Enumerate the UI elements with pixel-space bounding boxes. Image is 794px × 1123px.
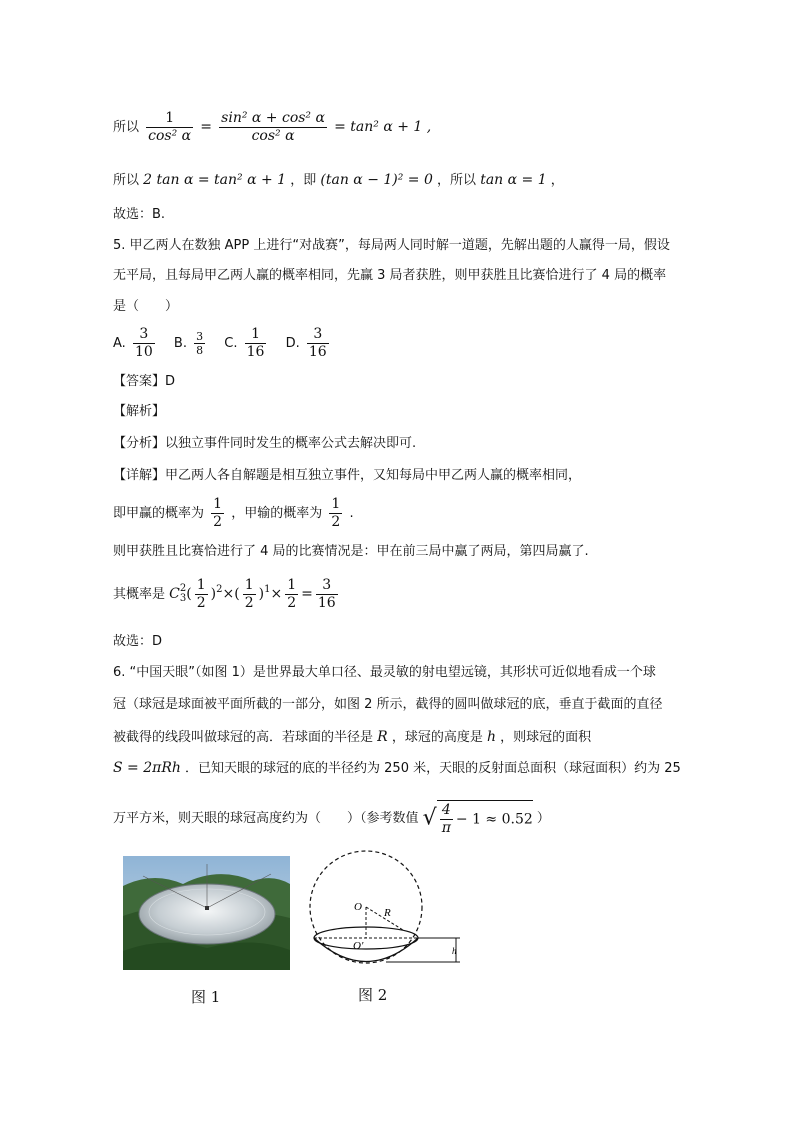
q5-answer: 【答案】D bbox=[113, 374, 176, 389]
eq1-rhs: = tan² α + 1 , bbox=[334, 119, 432, 135]
telescope-photo bbox=[123, 856, 290, 970]
figure-1-caption: 图 1 bbox=[191, 988, 221, 1006]
eq1-num2: sin² α + cos² α bbox=[221, 110, 325, 126]
label-h: h bbox=[452, 946, 457, 956]
q5-calculation: 其概率是 C 2 3 ( $\frac{1}{2}$ )$^2$×( $\frac{1}{2}$ )$^1$× $\frac{1}{2}$ = $\frac{3}{16}$ bbox=[113, 577, 336, 611]
q5-probability-line: 即甲赢的概率为 $\frac{1}{2}$ ，甲输的概率为 $\frac{1}{2}$ . bbox=[113, 496, 354, 530]
label-r: R bbox=[384, 907, 391, 919]
eq1-num1: 1 bbox=[146, 110, 193, 128]
option-a: A. $\frac{3}{10}$ bbox=[113, 326, 153, 360]
half-fraction: $\frac{1}{2}$ bbox=[213, 496, 223, 530]
eq1-den1: cos² α bbox=[148, 128, 192, 144]
q5-situation: 则甲获胜且比赛恰进行了 4 局的比赛情况是：甲在前三局中赢了两局，第四局赢了. bbox=[113, 544, 589, 559]
equation-line-1 bbox=[113, 110, 431, 145]
q6-line-5: 万平方米，则天眼的球冠高度约为（ ）（参考数值 √ $\frac{4}{\pi}$ − 1 ≈ 0.52 ） bbox=[113, 802, 550, 836]
eq2-text-c: ，所以 bbox=[437, 173, 477, 188]
q5-line-3: 是（ ） bbox=[113, 299, 179, 314]
option-c: C. $\frac{1}{16}$ bbox=[224, 326, 265, 360]
q5-analysis-head: 【解析】 bbox=[113, 404, 166, 419]
eq1-fraction-left bbox=[146, 110, 193, 145]
q5-analysis: 【分析】以独立事件同时发生的概率公式去解决即可. bbox=[113, 436, 417, 451]
sqrt-expression: √ $\frac{4}{\pi}$ − 1 ≈ 0.52 bbox=[422, 802, 533, 836]
half-fraction: $\frac{1}{2}$ bbox=[331, 496, 341, 530]
choose-b: 故选：B. bbox=[113, 207, 166, 222]
eq2-math-a: 2 tan α = tan² α + 1 bbox=[143, 172, 287, 188]
label-o: O bbox=[354, 901, 362, 913]
q5-detail: 【详解】甲乙两人各自解题是相互独立事件，又知每局中甲乙两人赢的概率相同， bbox=[113, 468, 582, 483]
eq2-text-b: ，即 bbox=[290, 173, 317, 188]
eq1-equals: = bbox=[200, 119, 213, 135]
eq2-math-c: tan α = 1 bbox=[480, 172, 547, 188]
q5-line-1: 5. 甲乙两人在数独 APP 上进行“对战赛”，每局两人同时解一道题，先解出题的人赢得一局，假设 bbox=[113, 238, 670, 253]
spherical-cap-diagram bbox=[296, 850, 466, 972]
eq1-prefix: 所以 bbox=[113, 120, 140, 135]
eq1-den2: cos² α bbox=[251, 128, 295, 144]
q5-choose: 故选：D bbox=[113, 634, 163, 649]
q5-options bbox=[113, 326, 344, 361]
q5-line-2: 无平局，且每局甲乙两人赢的概率相同，先赢 3 局者获胜，则甲获胜且比赛恰进行了 4 局的概率 bbox=[113, 268, 667, 283]
eq2-text-a: 所以 bbox=[113, 173, 140, 188]
option-b: B. $\frac{3}{8}$ bbox=[173, 330, 204, 357]
eq1-fraction-right bbox=[219, 110, 327, 145]
eq2-math-b: (tan α − 1)² = 0 bbox=[320, 172, 433, 188]
q6-line-2: 冠（球冠是球面被平面所截的一部分，如图 2 所示，截得的圆叫做球冠的底，垂直于截面的直径 bbox=[113, 697, 663, 712]
label-o1: O' bbox=[353, 940, 364, 952]
q6-line-3: 被截得的线段叫做球冠的高．若球面的半径是 R ，球冠的高度是 h ，则球冠的面积 bbox=[113, 729, 592, 745]
q6-line-1: 6. “中国天眼”（如图 1）是世界最大单口径、最灵敏的射电望远镜，其形状可近似地看成一个球 bbox=[113, 665, 656, 680]
q6-line-4: S = 2πRh ．已知天眼的球冠的底的半径约为 250 米，天眼的反射面总面积（球冠面积）约为 25 bbox=[113, 760, 681, 776]
eq2-text-d: ， bbox=[550, 173, 564, 188]
equation-line-2 bbox=[113, 170, 564, 191]
figure-2-caption: 图 2 bbox=[358, 986, 388, 1004]
option-d: D. $\frac{3}{16}$ bbox=[285, 326, 327, 360]
